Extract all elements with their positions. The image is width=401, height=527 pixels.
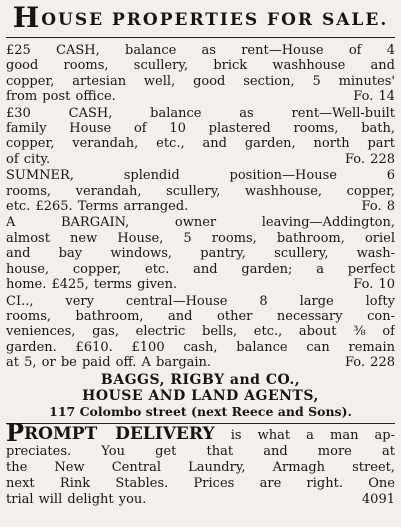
listing-line: almost new House, 5 rooms, bathroom, oriel bbox=[6, 230, 395, 246]
laundry-ad-line-1: is what a man ap- bbox=[230, 427, 396, 443]
listing-ref: Fo. 10 bbox=[353, 277, 395, 293]
listing-line: home. £425, terms given. bbox=[6, 277, 178, 293]
listing-line: £30 CASH, balance as rent—Well-built bbox=[6, 105, 395, 121]
listing-line: veniences, gas, electric bells, etc., about ⅜ of bbox=[6, 324, 395, 340]
listing-ref: Fo. 228 bbox=[345, 151, 395, 167]
listing-line: SUMNER, splendid position—House 6 bbox=[6, 168, 395, 184]
listing bbox=[6, 294, 395, 371]
listing-line: good rooms, scullery, brick washhouse and bbox=[6, 58, 395, 74]
listing-line: copper, artesian well, good section, 5 minutes' bbox=[6, 73, 395, 89]
listing bbox=[6, 43, 395, 105]
listing bbox=[6, 215, 395, 292]
listing-line: family House of 10 plastered rooms, bath, bbox=[6, 121, 395, 137]
laundry-ad-line-4: next Rink Stables. Prices are right. One bbox=[6, 475, 395, 491]
laundry-ad-initial: P bbox=[6, 417, 25, 447]
laundry-ad-line-2: preciates. You get that and more at bbox=[6, 443, 395, 459]
listing-line: etc. £265. Terms arranged. bbox=[6, 199, 189, 215]
listing-line: A BARGAIN, owner leaving—Addington, bbox=[6, 215, 395, 231]
laundry-ad-lead bbox=[6, 417, 215, 447]
listing-ref: Fo. 228 bbox=[345, 355, 395, 371]
heading-text: OUSE PROPERTIES FOR SALE. bbox=[41, 10, 389, 30]
agent-name: BAGGS, RIGBY and CO., bbox=[100, 371, 301, 388]
listing-line: £25 CASH, balance as rent—House of 4 bbox=[6, 43, 395, 58]
listing-ref: Fo. 8 bbox=[361, 199, 395, 215]
listing-line: CI.., very central—House 8 large lofty bbox=[6, 293, 395, 309]
listing-line: at 5, or be paid off. A bargain. bbox=[6, 355, 212, 371]
listing-line: house, copper, etc. and garden; a perfect bbox=[6, 261, 395, 277]
laundry-ad bbox=[6, 417, 396, 508]
listings bbox=[6, 43, 395, 371]
listing bbox=[6, 106, 395, 168]
section-heading bbox=[6, 2, 395, 34]
agent-address: 117 Colombo street (next Reece and Sons). bbox=[49, 403, 352, 419]
laundry-ad-lead-text: ROMPT DELIVERY bbox=[24, 423, 215, 444]
listing-line: garden. £610. £100 cash, balance can remain bbox=[6, 339, 395, 355]
listing-line: rooms, bathroom, and other necessary con- bbox=[6, 308, 395, 324]
listing-line: of city. bbox=[6, 151, 51, 167]
listing bbox=[6, 168, 395, 214]
listing-line: and bay windows, pantry, scullery, wash- bbox=[6, 246, 395, 262]
listing-line: from post office. bbox=[6, 89, 116, 105]
laundry-ad-line-3: the New Central Laundry, Armagh street, bbox=[6, 459, 395, 475]
heading-rule bbox=[6, 37, 395, 38]
laundry-ad-line-5: trial will delight you. bbox=[6, 491, 147, 507]
agent-title: HOUSE AND LAND AGENTS, bbox=[82, 387, 319, 404]
listing-line: copper, verandah, etc., and garden, north part bbox=[6, 136, 395, 152]
heading-initial: H bbox=[12, 1, 42, 34]
listing-line: rooms, verandah, scullery, washhouse, copper, bbox=[6, 183, 395, 199]
listing-ref: Fo. 14 bbox=[353, 89, 395, 105]
classified-clipping bbox=[0, 2, 401, 527]
laundry-ad-ref: 4091 bbox=[361, 491, 395, 507]
